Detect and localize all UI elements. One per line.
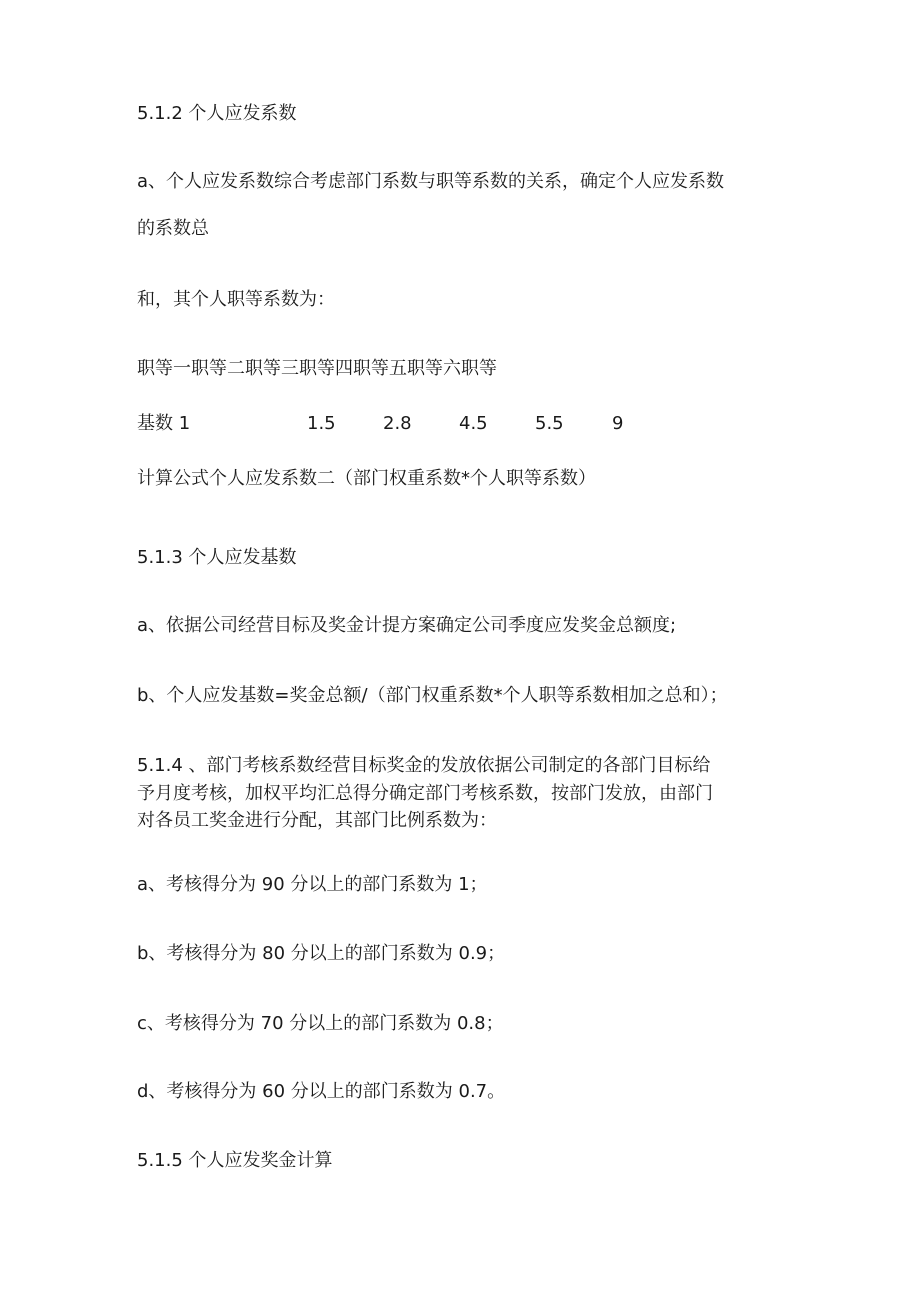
section-heading-5-1-2: 5.1.2 个人应发系数 — [137, 103, 297, 124]
section-heading-5-1-5: 5.1.5 个人应发奖金计算 — [137, 1150, 333, 1171]
grade-value: 5.5 — [535, 413, 564, 434]
paragraph-a-line2: 的系数总 — [137, 218, 209, 239]
coefficient-item-c: c、考核得分为 70 分以上的部门系数为 0.8； — [137, 1013, 504, 1034]
section-heading-5-1-3: 5.1.3 个人应发基数 — [137, 547, 297, 568]
section-5-1-4-line1: 5.1.4 、部门考核系数经营目标奖金的发放依据公司制定的各部门目标给 — [137, 755, 711, 776]
paragraph-item-b: b、个人应发基数=奖金总额/（部门权重系数*个人职等系数相加之总和）； — [137, 685, 728, 706]
grade-table-header: 职等一职等二职等三职等四职等五职等六职等 — [137, 358, 497, 379]
coefficient-item-a: a、考核得分为 90 分以上的部门系数为 1； — [137, 874, 488, 895]
coefficient-item-d: d、考核得分为 60 分以上的部门系数为 0.7。 — [137, 1081, 506, 1102]
section-5-1-4-line3: 对各员工奖金进行分配，其部门比例系数为： — [137, 810, 497, 831]
grade-value: 1.5 — [307, 413, 336, 434]
paragraph-a-line3: 和，其个人职等系数为： — [137, 289, 335, 310]
paragraph-item-a: a、依据公司经营目标及奖金计提方案确定公司季度应发奖金总额度; — [137, 615, 677, 636]
coefficient-item-b: b、考核得分为 80 分以上的部门系数为 0.9； — [137, 943, 506, 964]
grade-table-row — [137, 412, 697, 436]
formula-line: 计算公式个人应发系数二（部门权重系数*个人职等系数） — [137, 468, 596, 489]
grade-value: 9 — [612, 413, 624, 434]
grade-value: 4.5 — [459, 413, 488, 434]
grade-value: 2.8 — [383, 413, 412, 434]
paragraph-a-line1: a、个人应发系数综合考虑部门系数与职等系数的关系，确定个人应发系数 — [137, 171, 725, 192]
section-5-1-4-line2: 予月度考核，加权平均汇总得分确定部门考核系数，按部门发放，由部门 — [137, 783, 713, 804]
grade-row-label: 基数 1 — [137, 413, 191, 434]
